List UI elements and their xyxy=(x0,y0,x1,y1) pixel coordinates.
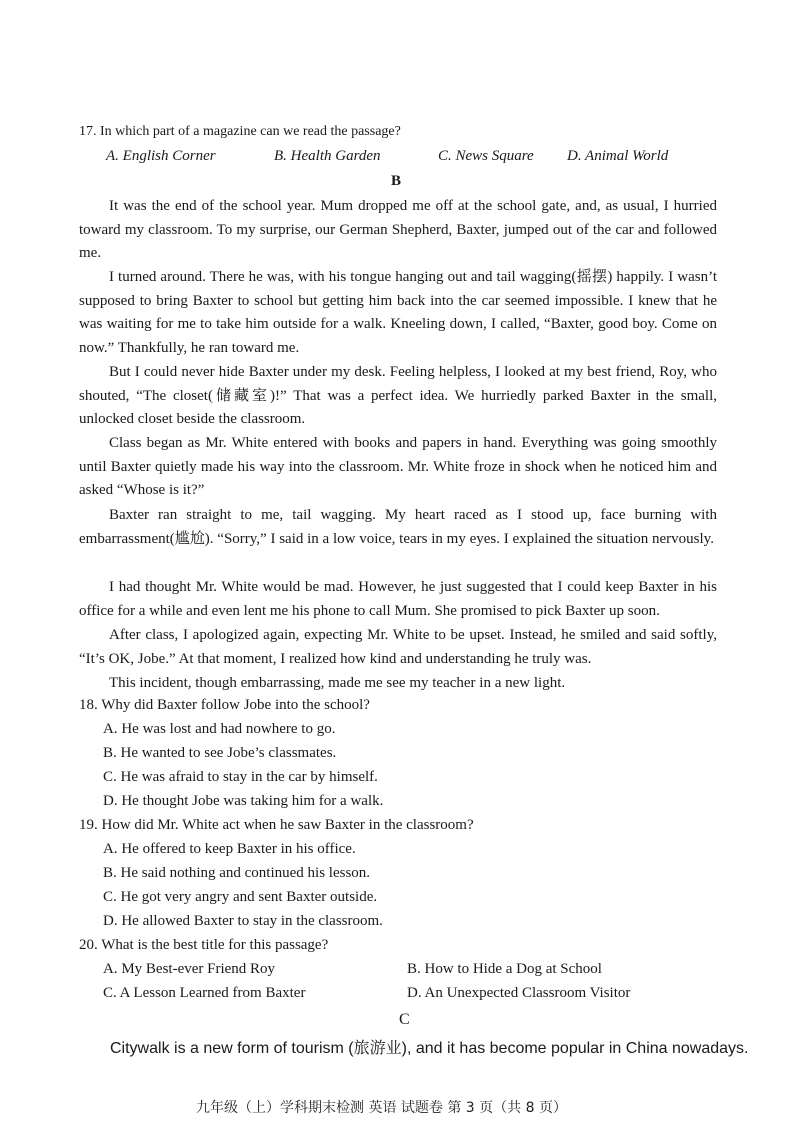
section-b-paragraph-8: This incident, though embarrassing, made me see my teacher in a new light. xyxy=(109,675,566,691)
section-b-paragraph-5: Baxter ran straight to me, tail wagging. My heart raced as I stood up, face burning with embarrassment(尴尬). “Sorry,” I said in a low voice, tears in my eyes. I explained the situation nervously. xyxy=(79,507,717,547)
q19-option-d: D. He allowed Baxter to stay in the classroom. xyxy=(103,913,383,929)
q17-option-c: C. News Square xyxy=(438,148,534,164)
q19-option-c: C. He got very angry and sent Baxter outside. xyxy=(103,889,378,905)
q17-option-a: A. English Corner xyxy=(106,148,216,164)
section-b-paragraph-7: After class, I apologized again, expecting Mr. White to be upset. Instead, he smiled and said softly, “It’s OK, Jobe.” At that moment, I realized how kind and understanding he truly was. xyxy=(79,627,717,667)
q20-option-c: C. A Lesson Learned from Baxter xyxy=(103,985,306,1001)
q19-option-a: A. He offered to keep Baxter in his office. xyxy=(103,841,356,857)
page-footer: 九年级（上）学科期末检测 英语 试题卷 第 3 页（共 8 页） xyxy=(196,1100,567,1116)
q17-option-b: B. Health Garden xyxy=(274,148,381,164)
section-c-first-line: Citywalk is a new form of tourism (旅游业), and it has become popular in China nowadays. xyxy=(110,1040,749,1057)
q18-option-d: D. He thought Jobe was taking him for a walk. xyxy=(103,793,384,809)
q18-stem: 18. Why did Baxter follow Jobe into the school? xyxy=(79,697,370,713)
section-b-paragraph-4: Class began as Mr. White entered with books and papers in hand. Everything was going smoothly until Baxter quietly made his way into the classroom. Mr. White froze in shock when he noticed him and asked “Whose is it?” xyxy=(79,435,717,499)
q18-option-b: B. He wanted to see Jobe’s classmates. xyxy=(103,745,337,761)
q18-option-c: C. He was afraid to stay in the car by himself. xyxy=(103,769,378,785)
section-b-letter: B xyxy=(391,173,402,189)
section-b-paragraph-6: I had thought Mr. White would be mad. However, he just suggested that I could keep Baxter in his office for a while and even lent me his phone to call Mum. She promised to pick Baxter up soon. xyxy=(79,579,717,619)
q20-stem: 20. What is the best title for this passage? xyxy=(79,937,329,953)
section-b-paragraph-1: It was the end of the school year. Mum dropped me off at the school gate, and, as usual, I hurried toward my classroom. To my surprise, our German Shepherd, Baxter, jumped out of the car and followed me. xyxy=(79,198,717,262)
q17-stem: 17. In which part of a magazine can we read the passage? xyxy=(79,124,401,139)
section-b-paragraph-3: But I could never hide Baxter under my desk. Feeling helpless, I looked at my best friend, Roy, who shouted, “The closet(储藏室)!” That was a perfect idea. We hurriedly parked Baxter in the small, unlocked closet beside the classroom. xyxy=(79,364,717,428)
section-b-paragraph-2: I turned around. There he was, with his tongue hanging out and tail wagging(摇摆) happily. I wasn’t supposed to bring Baxter to school but getting him back into the car seemed impossible. I knew that he was waiting for me to take him outside for a walk. Kneeling down, I called, “Baxter, good boy. Come on now.” Thankfully, he ran toward me. xyxy=(79,269,717,356)
section-c-letter: C xyxy=(399,1011,410,1028)
q20-option-b: B. How to Hide a Dog at School xyxy=(407,961,602,977)
q19-option-b: B. He said nothing and continued his lesson. xyxy=(103,865,371,881)
q20-option-d: D. An Unexpected Classroom Visitor xyxy=(407,985,631,1001)
q20-option-a: A. My Best-ever Friend Roy xyxy=(103,961,276,977)
q17-option-d: D. Animal World xyxy=(567,148,669,164)
q19-stem: 19. How did Mr. White act when he saw Baxter in the classroom? xyxy=(79,817,474,833)
q18-option-a: A. He was lost and had nowhere to go. xyxy=(103,721,336,737)
